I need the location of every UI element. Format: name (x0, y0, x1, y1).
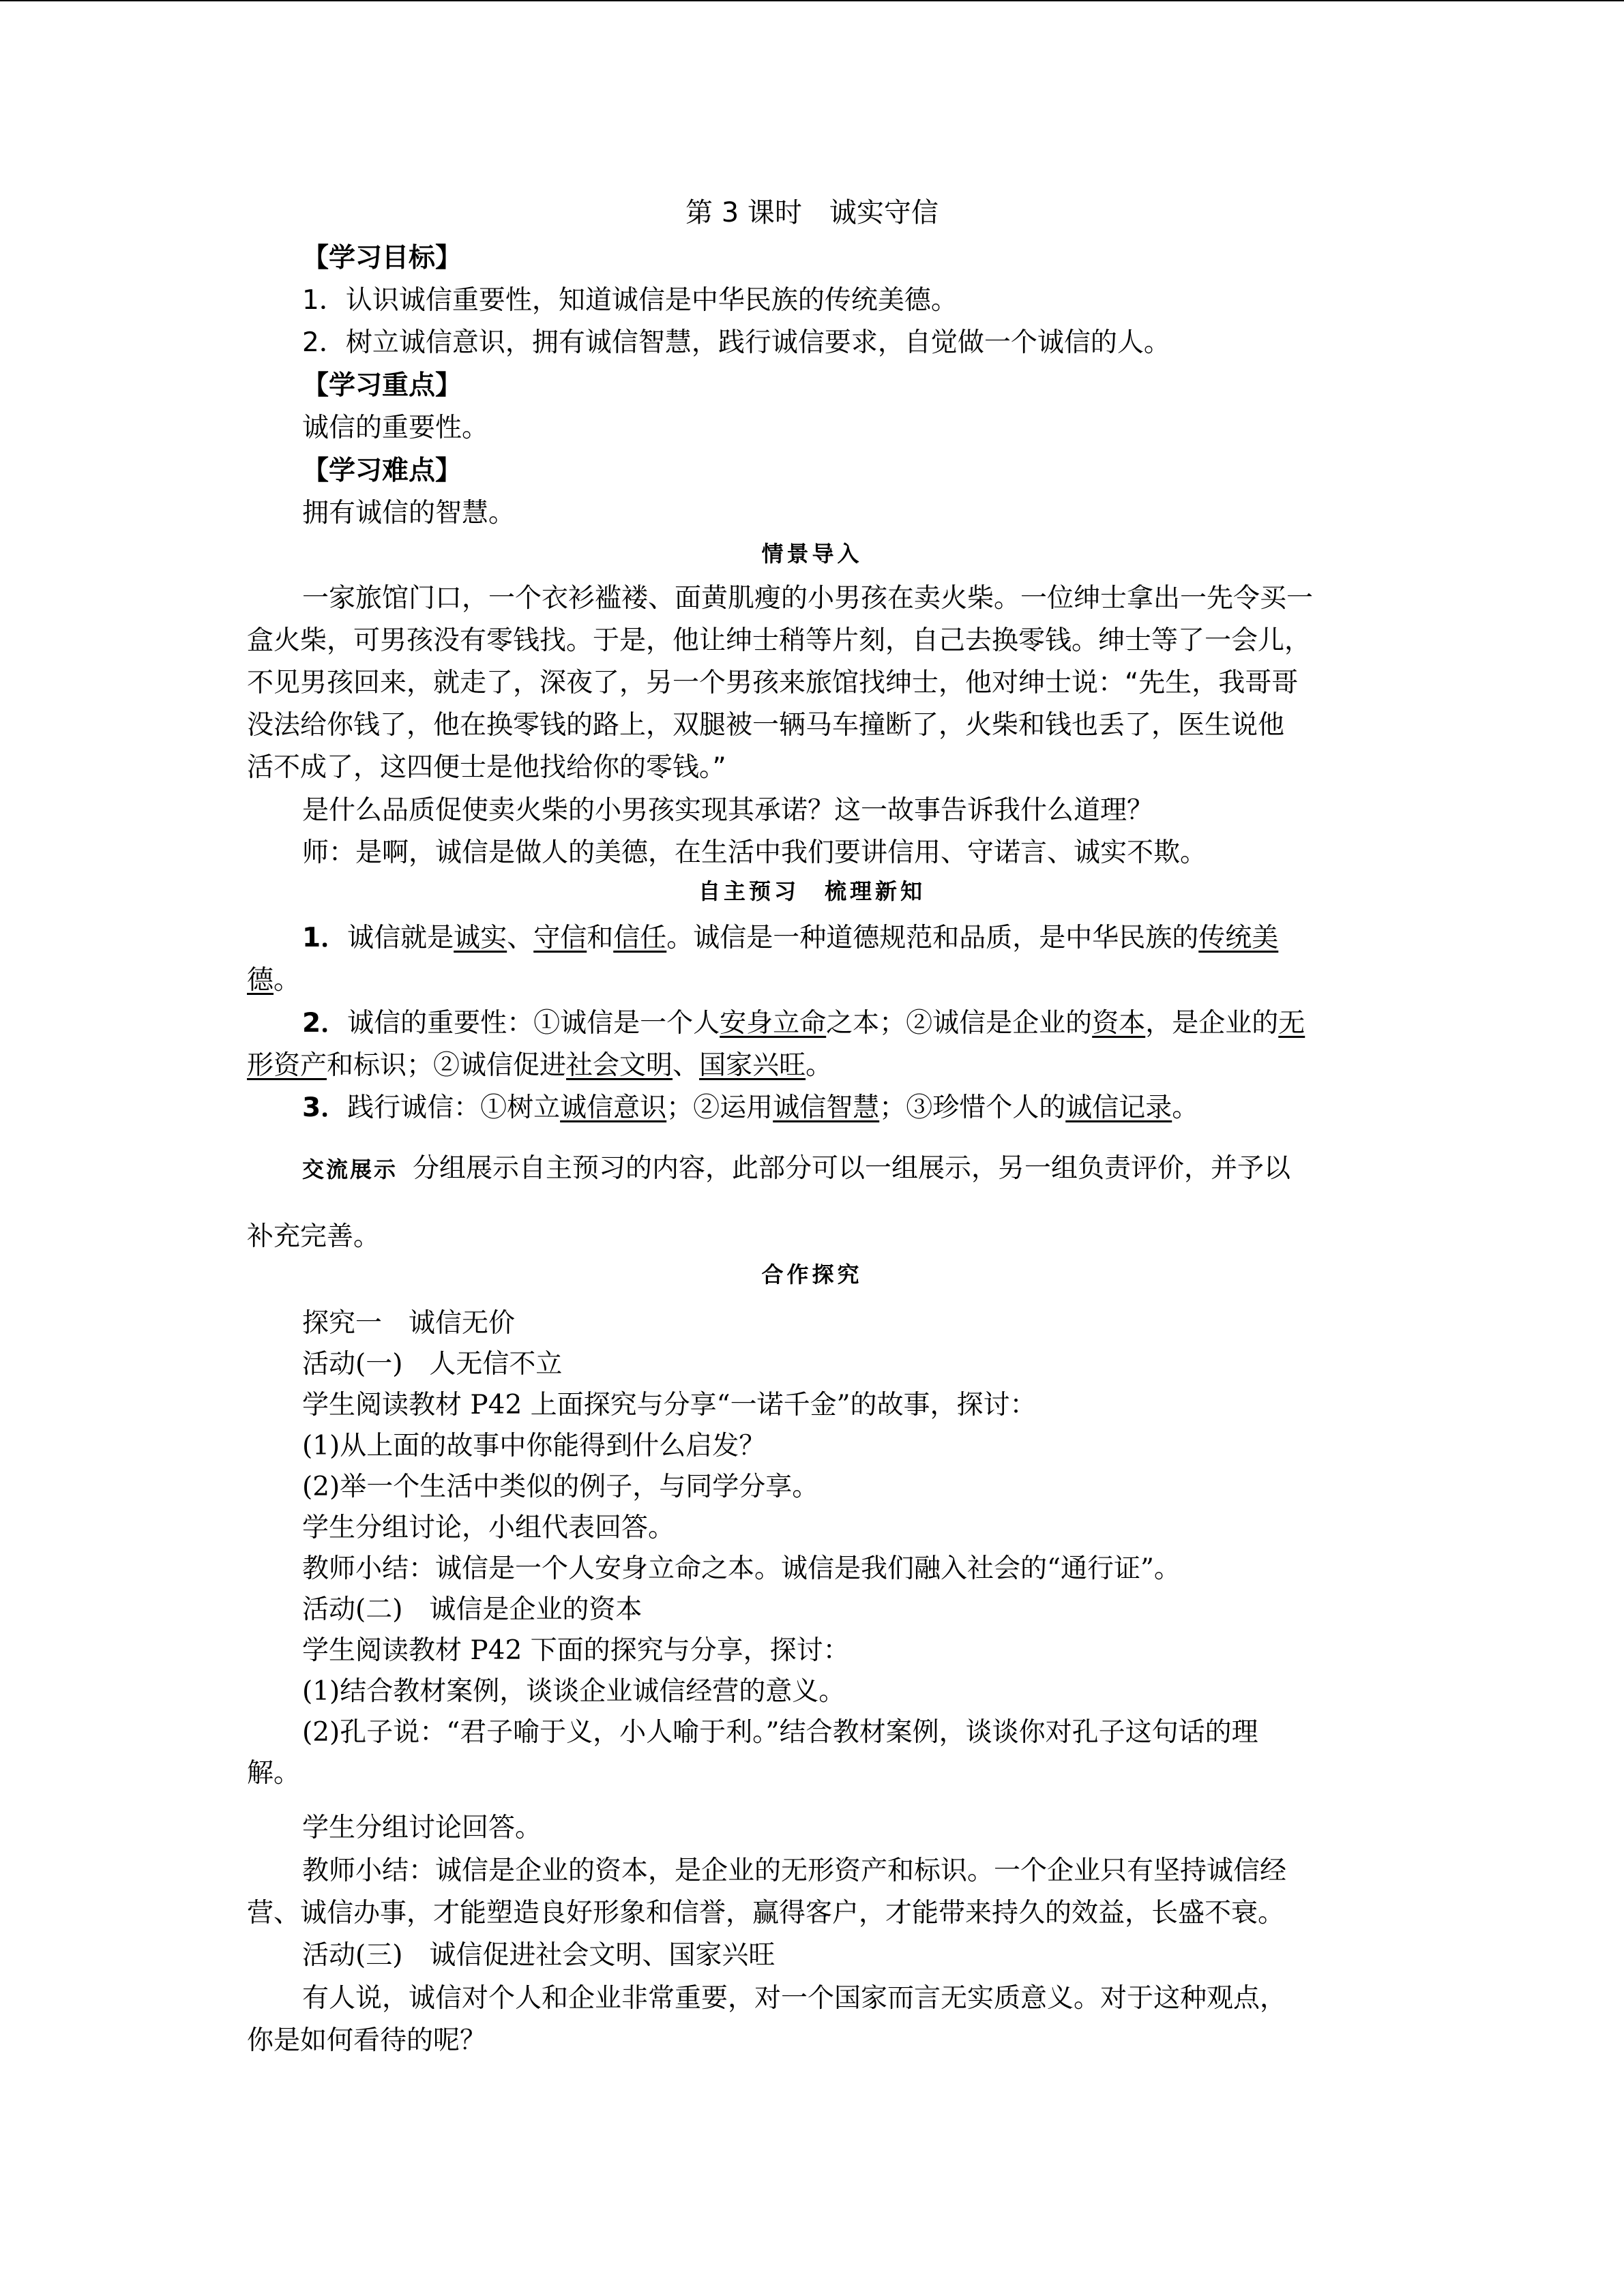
answer-blank: 社会文明 (566, 1050, 673, 1081)
body-line: 有人说，诚信对个人和企业非常重要，对一个国家而言无实质意义。对于这种观点， (302, 1983, 1287, 2014)
question-line: (1)从上面的故事中你能得到什么启发？ (302, 1431, 766, 1461)
intro-heading: 情景导入 (761, 541, 863, 567)
key-point-text: 诚信的重要性。 (302, 413, 489, 443)
body-line: 学生阅读教材 P42 上面探究与分享“一诺千金”的故事，探讨： (302, 1390, 1037, 1420)
answer-blank: 无 (1278, 1008, 1305, 1039)
answer-blank: 安身立命 (720, 1008, 827, 1039)
answer-blank: 诚信记录 (1065, 1092, 1172, 1123)
question-line: (2)举一个生活中类似的例子，与同学分享。 (302, 1472, 819, 1502)
answer-blank: 资本 (1092, 1008, 1146, 1039)
preview-point-2-cont: 形资产和标识；②诚信促进社会文明、国家兴旺。 (247, 1050, 833, 1081)
activity-heading: 活动(二) 诚信是企业的资本 (302, 1594, 643, 1625)
answer-blank: 形资产 (247, 1050, 327, 1081)
explore-heading: 合作探究 (761, 1262, 863, 1287)
objectives-heading: 【学习目标】 (302, 243, 462, 273)
story-line: 活不成了，这四便士是他找给你的零钱。” (247, 752, 726, 783)
teacher-summary: 教师小结：诚信是一个人安身立命之本。诚信是我们融入社会的“通行证”。 (302, 1553, 1181, 1584)
answer-blank: 诚实 (454, 923, 507, 953)
answer-blank: 德 (247, 965, 274, 996)
difficulty-text: 拥有诚信的智慧。 (302, 498, 516, 528)
answer-blank: 诚信智慧 (773, 1092, 880, 1123)
body-line-cont: 你是如何看待的呢？ (247, 2025, 487, 2056)
question-line: (1)结合教材案例，谈谈企业诚信经营的意义。 (302, 1676, 846, 1707)
exchange-label: 交流展示 (302, 1157, 398, 1182)
story-line: 盒火柴，可男孩没有零钱找。于是，他让绅士稍等片刻，自己去换零钱。绅士等了一会儿， (247, 625, 1312, 656)
answer-blank: 信任 (613, 923, 667, 953)
answer-blank: 传统美 (1198, 923, 1279, 953)
story-line: 一家旅馆门口，一个衣衫褴褛、面黄肌瘦的小男孩在卖火柴。一位绅士拿出一先令买一 (302, 583, 1314, 614)
preview-point-3: 3．践行诚信：①树立诚信意识；②运用诚信智慧；③珍惜个人的诚信记录。 (302, 1092, 1199, 1123)
point-number: 2． (302, 1008, 348, 1039)
top-border (0, 0, 1624, 1)
exchange-paragraph: 交流展示 分组展示自主预习的内容，此部分可以一组展示，另一组负责评价，并予以 (302, 1153, 1291, 1184)
activity-heading: 活动(三) 诚信促进社会文明、国家兴旺 (302, 1940, 776, 1971)
point-number: 1． (302, 923, 348, 953)
key-point-heading: 【学习重点】 (302, 370, 462, 401)
body-line: 学生分组讨论，小组代表回答。 (302, 1512, 675, 1543)
objective-item-2: 2．树立诚信意识，拥有诚信智慧，践行诚信要求，自觉做一个诚信的人。 (302, 327, 1170, 358)
objective-item-1: 1．认识诚信重要性，知道诚信是中华民族的传统美德。 (302, 285, 958, 316)
difficulty-heading: 【学习难点】 (302, 456, 462, 486)
lesson-title: 第 3 课时 诚实守信 (685, 197, 939, 228)
question-line: (2)孔子说：“君子喻于义，小人喻于利。”结合教材案例，谈谈你对孔子这句话的理 (302, 1717, 1258, 1748)
story-line: 没法给你钱了，他在换零钱的路上，双腿被一辆马车撞断了，火柴和钱也丢了，医生说他 (247, 710, 1285, 741)
answer-blank: 国家兴旺 (699, 1050, 806, 1081)
point-number: 3． (302, 1092, 348, 1123)
exchange-paragraph-cont: 补充完善。 (247, 1221, 381, 1252)
explore-subheading: 探究一 诚信无价 (302, 1308, 516, 1339)
teacher-summary: 教师小结：诚信是企业的资本，是企业的无形资产和标识。一个企业只有坚持诚信经 (302, 1855, 1287, 1886)
answer-blank: 守信 (533, 923, 587, 953)
question-line-cont: 解。 (247, 1758, 301, 1789)
preview-point-1-cont: 德。 (247, 965, 301, 996)
preview-point-1: 1．诚信就是诚实、守信和信任。诚信是一种道德规范和品质，是中华民族的传统美 (302, 923, 1279, 953)
body-line: 学生分组讨论回答。 (302, 1813, 542, 1843)
teacher-remark: 师：是啊，诚信是做人的美德，在生活中我们要讲信用、守诺言、诚实不欺。 (302, 837, 1207, 868)
story-line: 不见男孩回来，就走了，深夜了，另一个男孩来旅馆找绅士，他对绅士说：“先生，我哥哥 (247, 668, 1299, 698)
answer-blank: 诚信意识 (560, 1092, 667, 1123)
activity-heading: 活动(一) 人无信不立 (302, 1349, 563, 1380)
intro-question: 是什么品质促使卖火柴的小男孩实现其承诺？这一故事告诉我什么道理？ (302, 795, 1154, 826)
preview-heading: 自主预习 梳理新知 (698, 878, 926, 904)
body-line: 学生阅读教材 P42 下面的探究与分享，探讨： (302, 1635, 850, 1666)
teacher-summary-cont: 营、诚信办事，才能塑造良好形象和信誉，赢得客户，才能带来持久的效益，长盛不衰。 (247, 1898, 1285, 1928)
preview-point-2: 2．诚信的重要性：①诚信是一个人安身立命之本；②诚信是企业的资本，是企业的无 (302, 1008, 1305, 1039)
